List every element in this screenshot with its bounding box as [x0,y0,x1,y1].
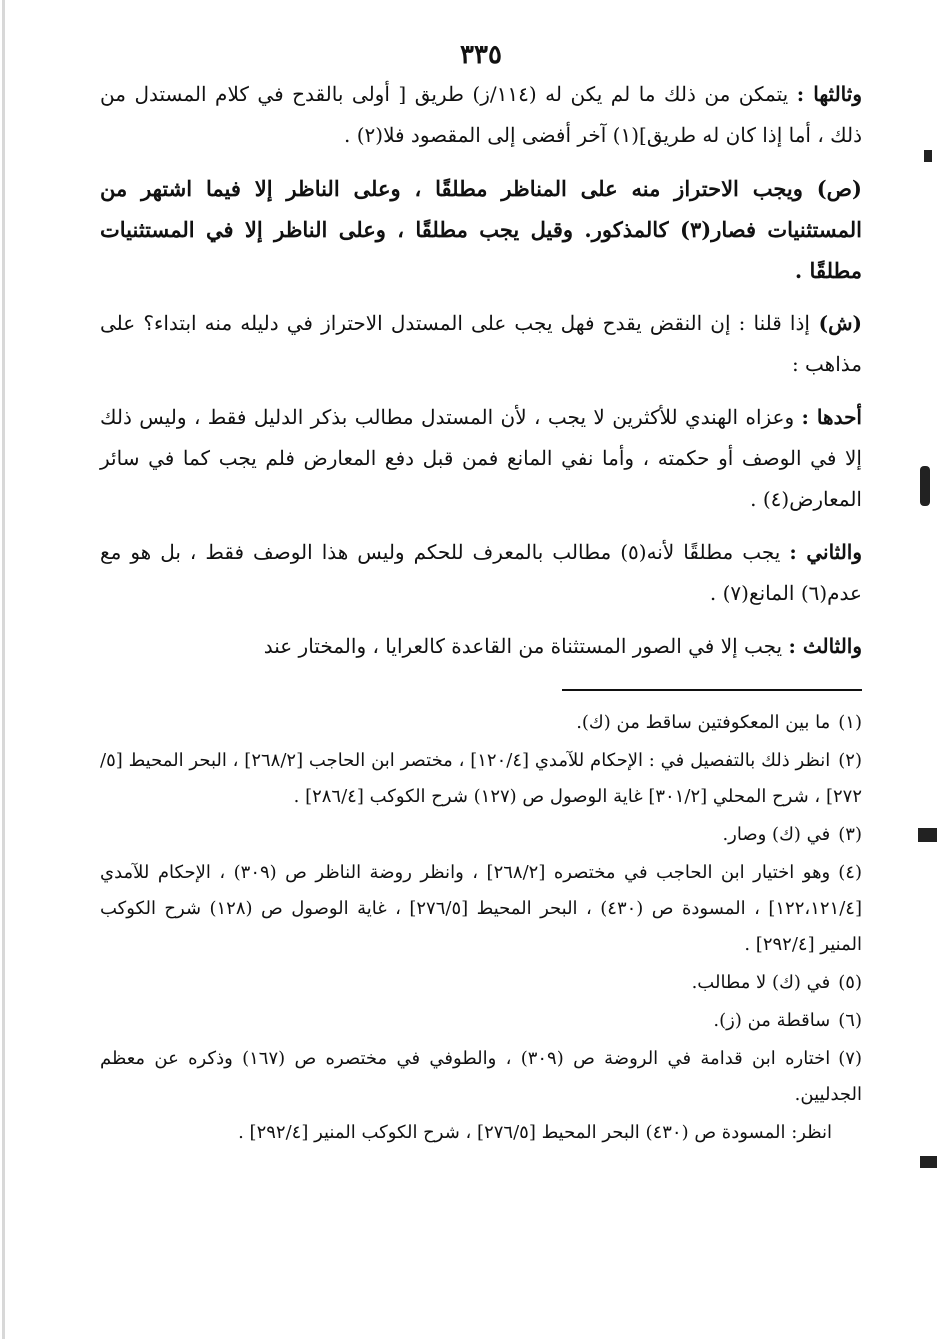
margin-mark [918,828,937,842]
footnote-text: ساقطة من (ز). [713,1010,831,1031]
spacer [100,156,862,168]
footnote-text: وهو اختيار ابن الحاجب في مختصره [٢٦٨/٢] ، وانظر روضة الناظر ص (٣٠٩) ، الإحكام للآمدي [١٢٢،١٢١/٤] ، المسودة ص (٤٣٠) ، البحر المحيط [٢٧٦/٥] ، غاية الوصول ص (١٢٨) شرح الكوكب المنير [٢٩٢/٤] . [100,862,862,955]
footnote-number: (٥) [838,972,862,993]
spacer [100,520,862,532]
paragraph-ahaduha [100,397,862,520]
paragraph-text: يجب إلا في الصور المستثناة من القاعدة كالعرايا ، والمختار عند [263,634,789,658]
footnote [100,705,862,741]
footnote-text: انظر ذلك بالتفصيل في : الإحكام للآمدي [١٢٠/٤] ، مختصر ابن الحاجب [٢٦٨/٢] ، البحر المحيط [٥/ ٢٧٢] ، شرح المحلي [٣٠١/٢] غاية الوصول ص (١٢٧) شرح الكوكب [٢٨٦/٤] . [100,750,862,807]
paragraph-text: وعزاه الهندي للأكثرين لا يجب ، لأن المستدل مطالب بذكر الدليل فقط ، وليس ذلك إلا في الوصف أو حكمته ، وأما نفي المانع فمن قبل دفع المعارض فلم يجب كما في سائر المعارض(٤) . [100,405,862,511]
paragraph-thalith [100,626,862,667]
scan-edge [2,0,5,1339]
footnote-number: (٤) [838,862,862,883]
paragraph-lead: (ش) [809,311,862,335]
footnote-separator [562,689,862,691]
footnote [100,743,862,815]
footnote-number: (٣) [838,824,862,845]
paragraph-text: يتمكن من ذلك ما لم يكن له (١١٤/ز) طريق [ أولى بالقدح في كلام المستدل من ذلك ، أما إذا كان له طريق](١) آخر أفضى إلى المقصود فلا(٢) . [100,82,862,147]
footnote-continuation: انظر: المسودة ص (٤٣٠) البحر المحيط [٢٧٦/٥] ، شرح الكوكب المنير [٢٩٢/٤] . [238,1122,832,1143]
margin-mark [920,466,930,506]
page-number: ٣٣٥ [460,40,502,70]
paragraph-thalithuha [100,74,862,156]
footnote-text: اختاره ابن قدامة في الروضة ص (٣٠٩) ، والطوفي في مختصره ص (١٦٧) وذكره عن معظم الجدليين. [100,1048,862,1105]
paragraph-thani [100,532,862,614]
paragraph-text: إذا قلنا : إن النقض يقدح فهل يجب على المستدل الاحتراز في دليله منه ابتداء؟ على مذاهب : [100,311,862,376]
footnotes-list [100,705,862,1113]
margin-mark [920,1156,937,1168]
paragraph-sharh [100,303,862,385]
paragraph-lead: وثالثها : [796,82,862,106]
spacer [100,291,862,303]
footnote-number: (٦) [838,1010,862,1031]
paragraph-text: (ص) ويجب الاحتراز منه على المناظر مطلقًا ، وعلى الناظر إلا فيما اشتهر من المستثنيات فصار(٣) كالمذكور. وقيل يجب مطلقًا ، وعلى الناظر إلا في المستثنيات مطلقًا . [100,176,862,283]
paragraph-lead: والثاني : [789,540,863,564]
paragraph-text: يجب مطلقًا لأنه(٥) مطالب بالمعرف للحكم وليس هذا الوصف فقط ، بل هو مع عدم(٦) المانع(٧) . [100,540,862,605]
footnote-text: في (ك) لا مطالب. [691,972,831,993]
footnote [100,855,862,963]
spacer [100,385,862,397]
paragraph-lead: والثالث : [788,634,862,658]
footnote-text: في (ك) وصار. [722,824,831,845]
spacer [100,614,862,626]
footnote [100,965,862,1001]
footnote-number: (١) [838,712,862,733]
paragraph-lead: أحدها : [801,405,862,429]
footnote-text: ما بين المعكوفتين ساقط من (ك). [576,712,831,733]
page-body [100,40,862,1151]
footnote-number: (٧) [838,1048,862,1069]
footnote-number: (٢) [838,750,862,771]
margin-mark [924,150,932,162]
footnote [100,1041,862,1113]
footnote [100,817,862,853]
paragraph-matn [100,168,862,291]
footnote [100,1003,862,1039]
